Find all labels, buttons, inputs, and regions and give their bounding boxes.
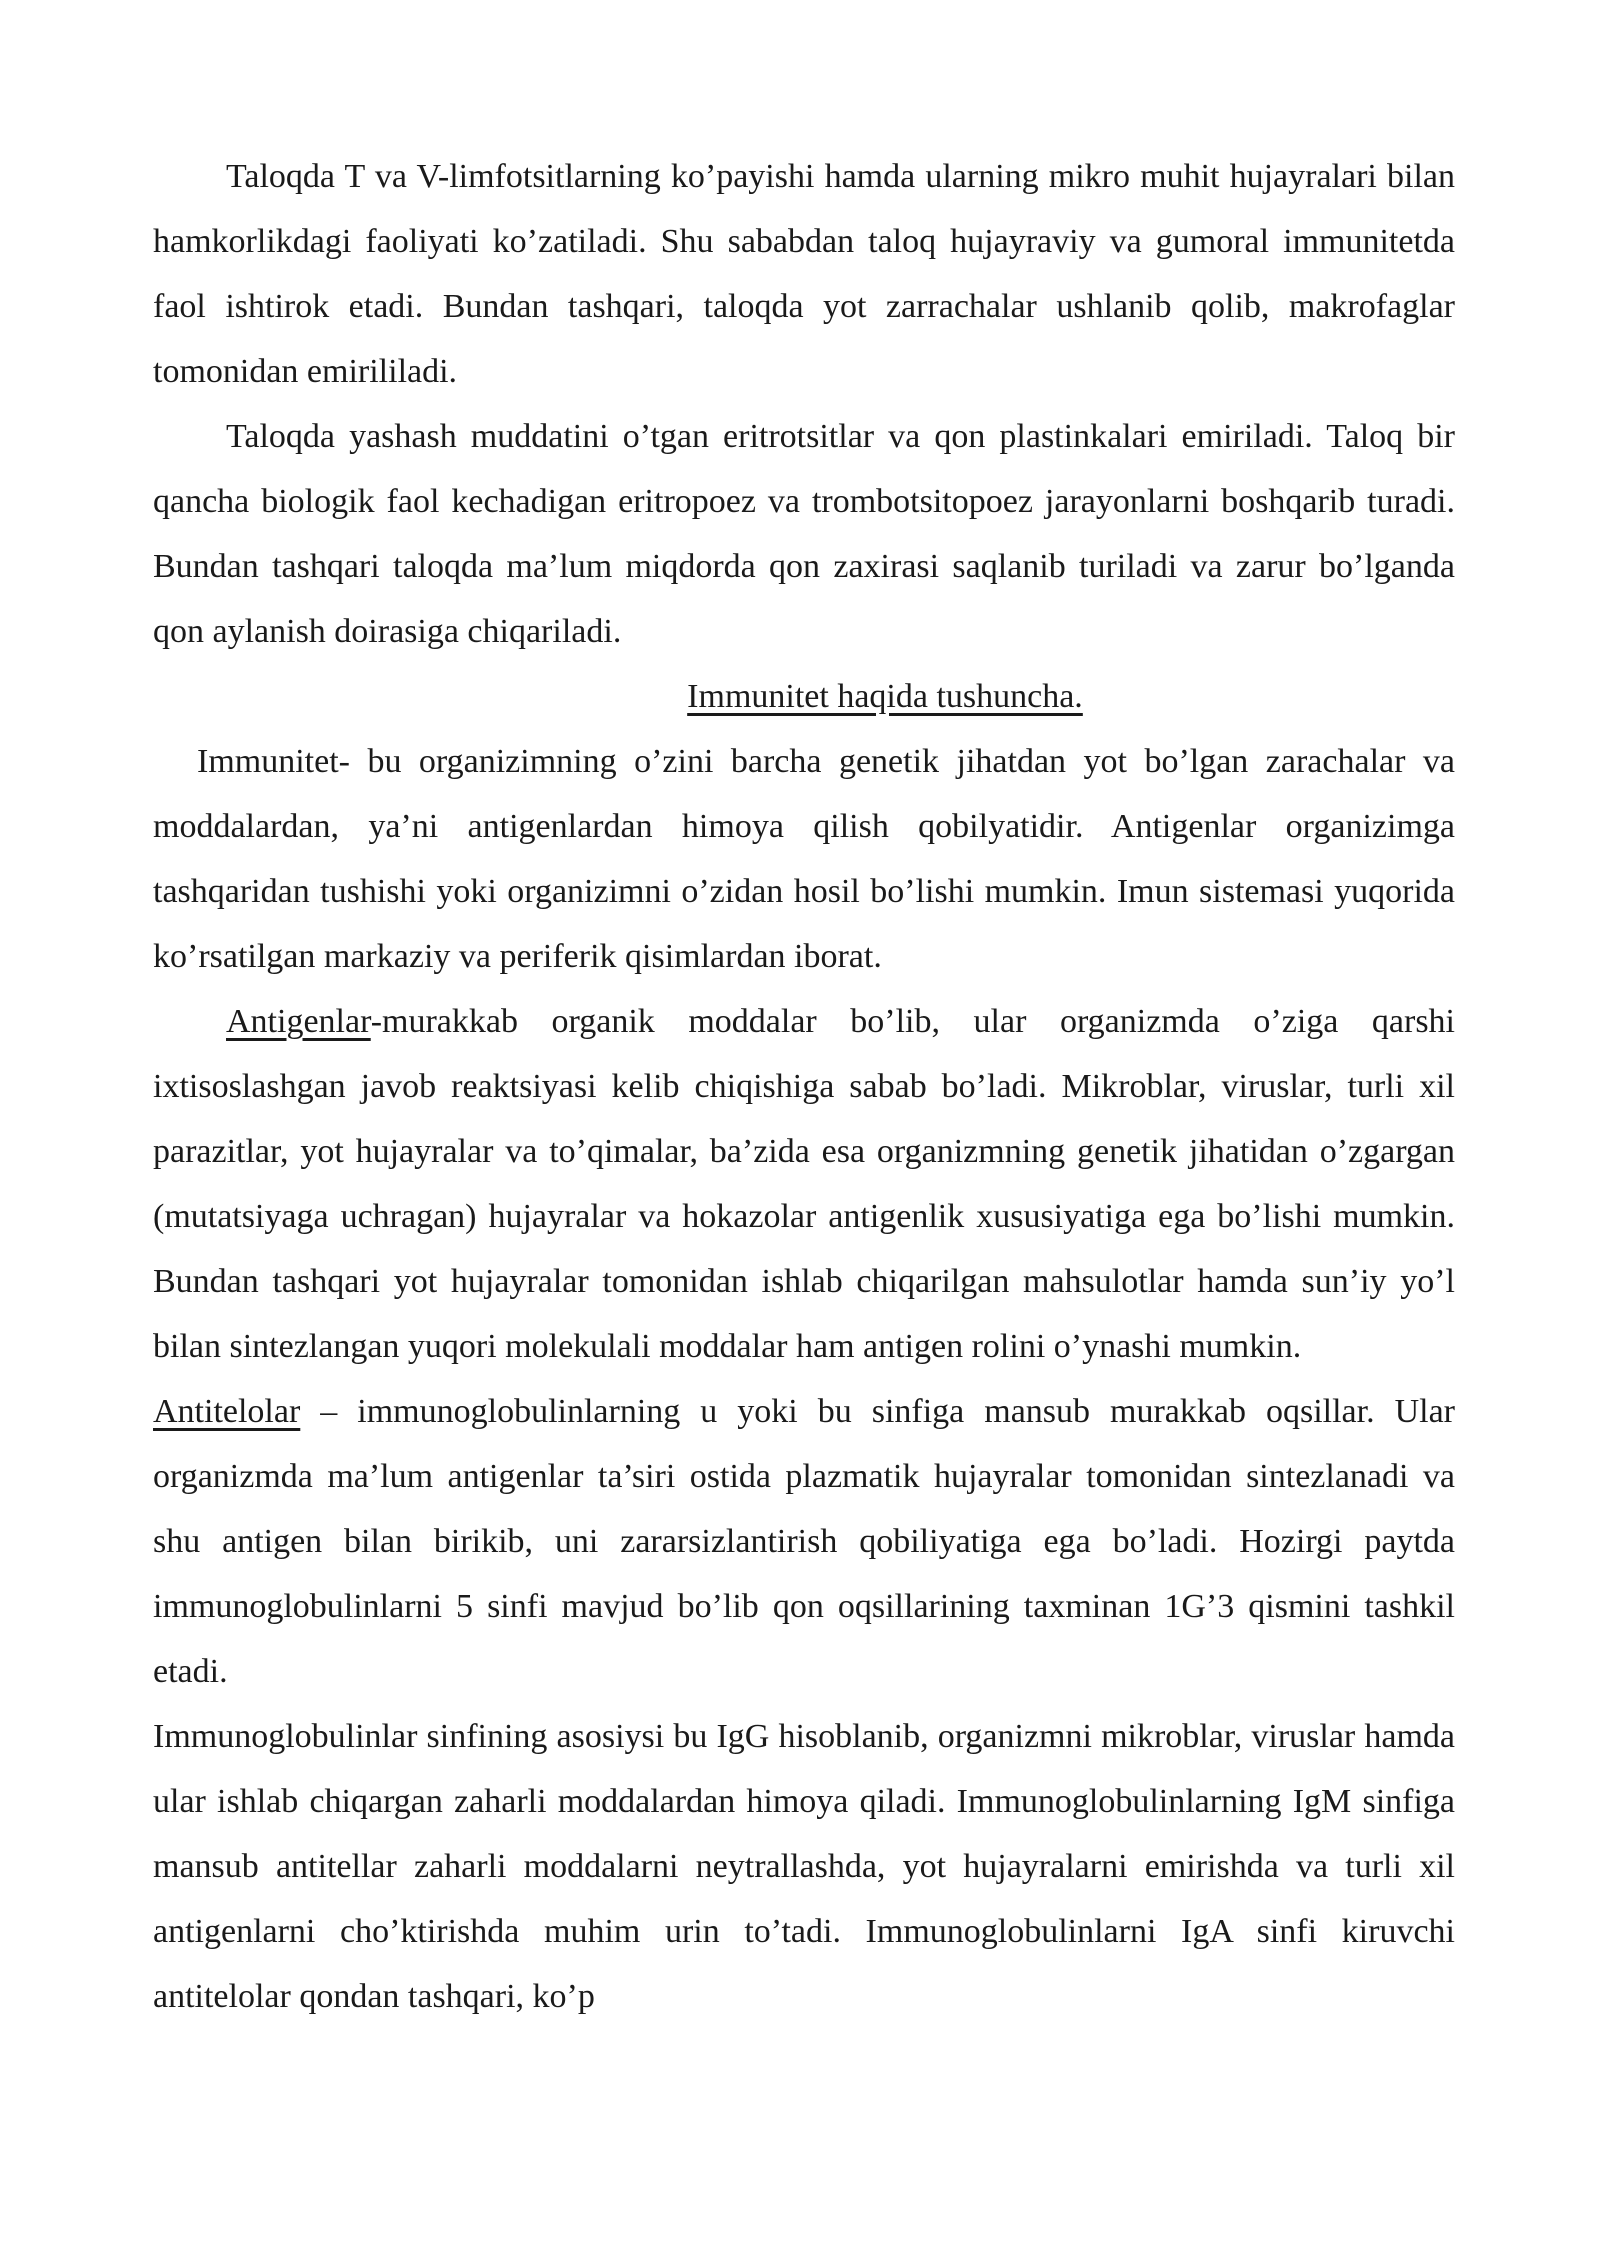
term-antibodies: Antitelolar xyxy=(153,1393,301,1430)
paragraph-spleen-erythrocytes: Taloqda yashash muddatini o’tgan eritrotsitlar va qon plastinkalari emiriladi. Taloq bir qancha biologik faol kechadigan eritropoez va trombotsitopoez jarayonlarni boshqarib turadi. Bundan tashqari taloqda ma’lum miqdorda qon zaxirasi saqlanib turiladi va zarur bo’lganda qon aylanish doirasiga chiqariladi. xyxy=(153,418,1455,650)
paragraph-antigens-text: -murakkab organik moddalar bo’lib, ular organizmda o’ziga qarshi ixtisoslashgan javob reaktsiyasi kelib chiqishiga sabab bo’ladi. Mikroblar, viruslar, turli xil parazitlar, yot hujayralar va to’qimalar, ba’zida esa organizmning genetik jihatidan o’zgargan (mutatsiyaga uchragan) hujayralar va hokazolar antigenlik xususiyatiga ega bo’lishi mumkin. Bundan tashqari yot hujayralar tomonidan ishlab chiqarilgan mahsulotlar hamda sun’iy yo’l bilan sintezlangan yuqori molekulali moddalar ham antigen rolini o’ynashi mumkin. xyxy=(153,1003,1455,1365)
paragraph-antigens xyxy=(153,989,1455,1379)
term-antigens: Antigenlar xyxy=(226,1003,371,1040)
paragraph-antibodies xyxy=(153,1379,1455,1704)
section-heading-immunity: Immunitet haqida tushuncha. xyxy=(687,678,1083,715)
paragraph-antibodies-text: – immunoglobulinlarning u yoki bu sinfiga mansub murakkab oqsillar. Ular organizmda ma’lum antigenlar ta’siri ostida plazmatik hujayralar tomonidan sintezlanadi va shu antigen bilan birikib, uni zararsizlantirish qobiliyatiga ega bo’ladi. Hozirgi paytda immunoglobulinlarni 5 sinfi mavjud bo’lib qon oqsillarining taxminan 1G’3 qismini tashkil etadi. xyxy=(153,1393,1455,1690)
paragraph-spleen-lymphocytes: Taloqda T va V-limfotsitlarning ko’payishi hamda ularning mikro muhit hujayralari bilan hamkorlikdagi faoliyati ko’zatiladi. Shu sababdan taloq hujayraviy va gumoral immunitetda faol ishtirok etadi. Bundan tashqari, taloqda yot zarrachalar ushlanib qolib, makrofaglar tomonidan emirililadi. xyxy=(153,158,1455,390)
document-body xyxy=(153,144,1455,2029)
paragraph-immunoglobulins: Immunoglobulinlar sinfining asosiysi bu IgG hisoblanib, organizmni mikroblar, viruslar hamda ular ishlab chiqargan zaharli moddalardan himoya qiladi. Immunoglobulinlarning IgM sinfiga mansub antitellar zaharli moddalarni neytrallashda, yot hujayralarni emirishda va turli xil antigenlarni cho’ktirishda muhim urin to’tadi. Immunoglobulinlarni IgA sinfi kiruvchi antitelolar qondan tashqari, ko’p xyxy=(153,1718,1455,2015)
paragraph-immunity-definition: Immunitet- bu organizimning o’zini barcha genetik jihatdan yot bo’lgan zarachalar va moddalardan, ya’ni antigenlardan himoya qilish qobilyatidir. Antigenlar organizimga tashqaridan tushishi yoki organizimni o’zidan hosil bo’lishi mumkin. Imun sistemasi yuqorida ko’rsatilgan markaziy va periferik qisimlardan iborat. xyxy=(153,743,1455,975)
